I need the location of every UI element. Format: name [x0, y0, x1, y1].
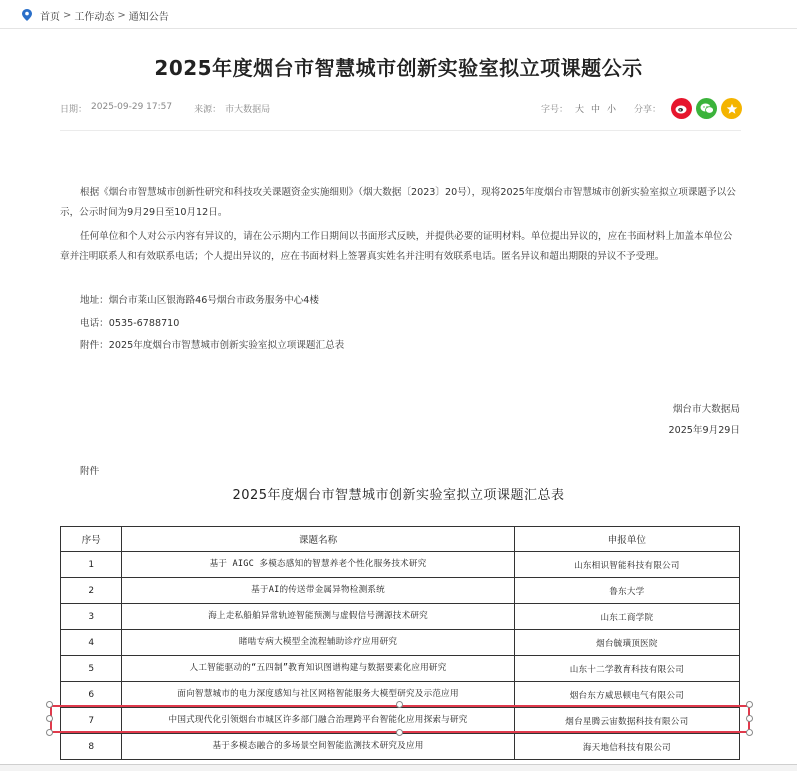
attachment-line: 附件：2025年度烟台市智慧城市创新实验室拟立项课题汇总表 [80, 340, 345, 351]
location-pin-icon [22, 9, 32, 21]
row-no: 7 [61, 708, 122, 734]
article-meta [60, 102, 274, 115]
row-unit: 烟台毓璜顶医院 [514, 630, 739, 656]
page-title: 2025年度烟台市智慧城市创新实验室拟立项课题公示 [154, 56, 643, 80]
breadcrumb-work-news[interactable]: 工作动态 [74, 11, 115, 23]
row-topic: 基于多模态融合的多场景空间智能监测技术研究及应用 [122, 734, 514, 760]
row-topic: 基于AI的传送带金属异物检测系统 [122, 578, 514, 604]
breadcrumb-home[interactable]: 首页 [40, 11, 60, 23]
table-title: 2025年度烟台市智慧城市创新实验室拟立项课题汇总表 [232, 488, 565, 503]
body-paragraph-2: 任何单位和个人对公示内容有异议的，请在公示期内工作日期间以书面形式反映，并提供必要的证明材料。单位提出异议的，应在书面材料上加盖本单位公章并注明联系人和有效联系电话；个人提出异议的，应在书面材料上签署真实姓名并注明有效联系电话。匿名异议和超出期限的异议不予受理。 [60, 231, 733, 262]
row-topic: 海上走私船舶异常轨迹智能预测与虚假信号溯源技术研究 [122, 604, 514, 630]
resize-handle-bottom-left[interactable] [46, 729, 53, 736]
sign-date: 2025年9月29日 [668, 425, 740, 436]
header-no: 序号 [61, 527, 122, 552]
font-size-label: 字号： [541, 105, 569, 115]
favorite-icon[interactable] [721, 98, 742, 119]
share-label: 分享： [634, 105, 662, 115]
publish-date: 2025-09-29 17:57 [91, 102, 173, 112]
source-label: 来源： [194, 105, 222, 115]
resize-handle-left[interactable] [46, 715, 53, 722]
row-unit: 鲁东大学 [514, 578, 739, 604]
row-topic: 睹啮专病大模型全流程辅助诊疗应用研究 [122, 630, 514, 656]
signer-name: 烟台市大数据局 [672, 404, 740, 415]
table-row [61, 656, 740, 682]
breadcrumb-separator: > [117, 9, 126, 21]
wechat-icon[interactable] [696, 98, 717, 119]
table-row [61, 630, 740, 656]
row-topic: 中国式现代化引领烟台市城区许多部门融合治理跨平台智能化应用探索与研究 [122, 708, 514, 734]
project-summary-table [60, 526, 740, 760]
font-size-switcher [541, 102, 616, 115]
row-unit: 山东十二学教育科技有限公司 [514, 656, 739, 682]
row-unit: 山东工商学院 [514, 604, 739, 630]
breadcrumb-notices[interactable]: 通知公告 [128, 11, 169, 23]
table-header-row [61, 527, 740, 552]
share-bar [634, 98, 746, 119]
row-topic: 人工智能驱动的“五四制”教育知识图谱构建与数据要素化应用研究 [122, 656, 514, 682]
row-no: 6 [61, 682, 122, 708]
breadcrumb [22, 6, 169, 24]
row-no: 5 [61, 656, 122, 682]
attachment-heading: 附件 [80, 466, 100, 477]
row-topic: 基于 AIGC 多模态感知的智慧养老个性化服务技术研究 [122, 552, 514, 578]
contact-address: 地址：烟台市莱山区银海路46号烟台市政务服务中心4楼 [80, 295, 319, 306]
row-unit: 山东相识智能科技有限公司 [514, 552, 739, 578]
contact-phone: 电话：0535-6788710 [80, 318, 180, 329]
table-row [61, 578, 740, 604]
table-row [61, 552, 740, 578]
row-topic: 面向智慧城市的电力深度感知与社区网格智能服务大模型研究及示范应用 [122, 682, 514, 708]
meta-divider [60, 130, 741, 131]
row-no: 4 [61, 630, 122, 656]
table-row [61, 734, 740, 760]
font-size-medium[interactable]: 中 [591, 105, 601, 115]
resize-handle-right[interactable] [746, 715, 753, 722]
date-label: 日期： [60, 105, 88, 115]
source-value: 市大数据局 [225, 105, 271, 115]
weibo-icon[interactable] [671, 98, 692, 119]
row-unit: 烟台东方威思顿电气有限公司 [514, 682, 739, 708]
row-no: 3 [61, 604, 122, 630]
resize-handle-top[interactable] [396, 701, 403, 708]
row-no: 1 [61, 552, 122, 578]
resize-handle-top-right[interactable] [746, 701, 753, 708]
row-unit: 烟台星腾云宙数据科技有限公司 [514, 708, 739, 734]
resize-handle-bottom-right[interactable] [746, 729, 753, 736]
table-row [61, 604, 740, 630]
font-size-large[interactable]: 大 [575, 105, 585, 115]
header-unit: 申报单位 [514, 527, 739, 552]
header-topic: 课题名称 [122, 527, 514, 552]
breadcrumb-separator: > [63, 9, 72, 21]
header-divider [0, 28, 797, 29]
resize-handle-top-left[interactable] [46, 701, 53, 708]
font-size-small[interactable]: 小 [607, 105, 617, 115]
body-paragraph-1: 根据《烟台市智慧城市创新性研究和科技攻关课题资金实施细则》（烟大数据〔2023〕20号），现将2025年度烟台市智慧城市创新实验室拟立项课题予以公示，公示时间为9月29日至10月12日。 [60, 187, 736, 218]
resize-handle-bottom[interactable] [396, 729, 403, 736]
row-no: 8 [61, 734, 122, 760]
row-no: 2 [61, 578, 122, 604]
row-unit: 海天地信科技有限公司 [514, 734, 739, 760]
